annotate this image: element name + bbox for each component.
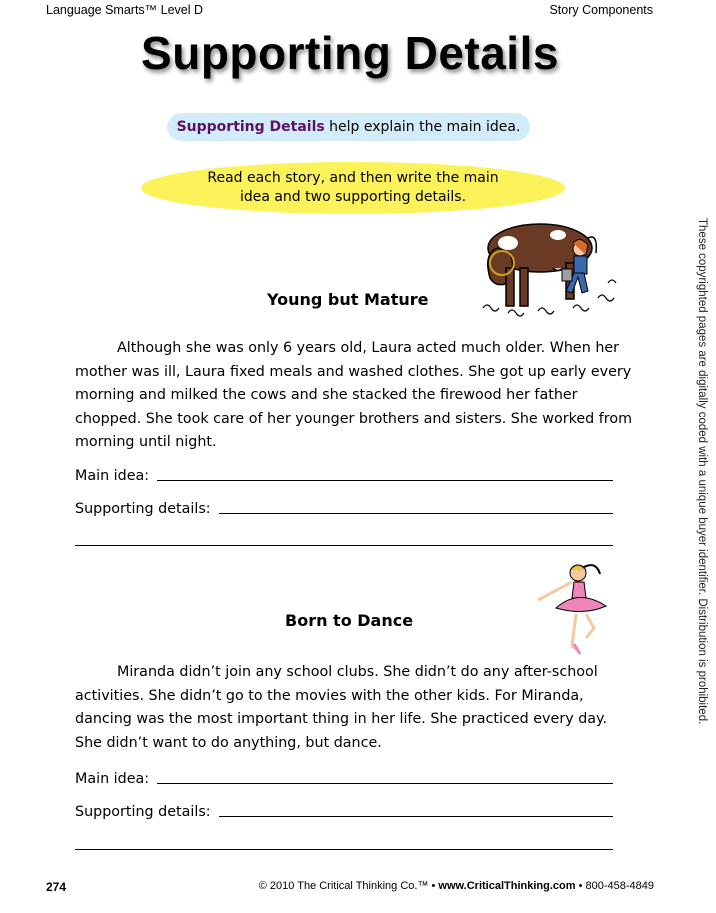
- main-idea-answer-line[interactable]: [157, 782, 613, 784]
- definition-text: help explain the main idea.: [324, 119, 521, 135]
- definition-term: Supporting Details: [176, 119, 325, 135]
- story-1-text: Although she was only 6 years old, Laura acted much older. When her mother was ill, Laura fixed meals and washed clothes. She got up early every morning and milked the cows and she stacked the firewood her father chopped. She took care of her younger brothers and sisters. She worked from morning until night.: [75, 340, 633, 450]
- main-idea-label: Main idea:: [75, 468, 150, 484]
- supporting-details-answer-line[interactable]: [219, 815, 613, 817]
- page-title: Supporting Details: [141, 27, 559, 79]
- story-1-supporting-row: [75, 497, 613, 517]
- cow-milking-illustration: [478, 213, 628, 331]
- header-left: Language Smarts™ Level D: [46, 3, 204, 17]
- story-1-main-idea-row: [75, 464, 613, 484]
- instructions-text: Read each story, and then write the main idea and two supporting details.: [207, 170, 499, 205]
- main-idea-answer-line[interactable]: [157, 479, 613, 481]
- story-2-text: Miranda didn’t join any school clubs. She didn’t do any after-school activities. She didn’t go to the movies with the other kids. For Miranda, dancing was the most important thing in her life. She practiced every day. She didn’t want to do anything, but dance.: [75, 664, 607, 751]
- ballerina-illustration: [534, 558, 620, 664]
- story-2-main-idea-row: [75, 767, 613, 787]
- definition-box: [167, 113, 530, 141]
- story-2-extra-answer-line[interactable]: [75, 849, 613, 850]
- copyright-side-note: These copyrighted pages are digitally coded with a unique buyer identifier. Distribution is prohibited.: [696, 218, 708, 725]
- story-2-title: Born to Dance: [285, 611, 414, 630]
- phone-text: • 800-458-4849: [575, 880, 654, 892]
- story-2-supporting-row: [75, 800, 613, 820]
- supporting-details-label: Supporting details:: [75, 804, 211, 820]
- header-right: Story Components: [549, 3, 653, 17]
- supporting-details-answer-line[interactable]: [219, 512, 613, 514]
- instructions-box: [141, 162, 565, 214]
- main-idea-label: Main idea:: [75, 771, 150, 787]
- page-number: 274: [46, 880, 67, 894]
- story-1-title: Young but Mature: [267, 290, 429, 309]
- story-1-extra-answer-line[interactable]: [75, 545, 613, 546]
- website-link[interactable]: www.CriticalThinking.com: [438, 880, 576, 892]
- footer-copyright: [259, 880, 654, 892]
- copyright-text: © 2010 The Critical Thinking Co.™ •: [258, 880, 439, 892]
- supporting-details-label: Supporting details:: [75, 501, 211, 517]
